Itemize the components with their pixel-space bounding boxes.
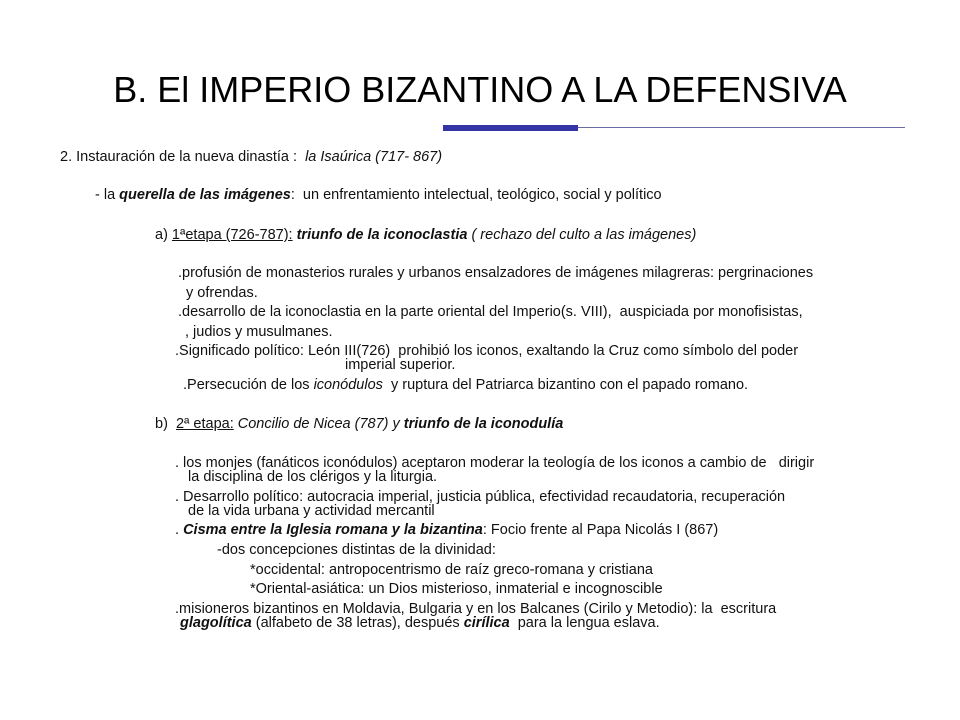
- topic-lead: - la: [95, 187, 120, 203]
- stage-a-marker: a): [155, 227, 172, 243]
- missionaries-rest: para la lengua eslava.: [509, 615, 660, 631]
- political-line-2: imperial superior.: [345, 357, 456, 373]
- dynasty-name: la Isaúrica (717- 867): [305, 149, 443, 165]
- development-line-1: . Desarrollo político: autocracia imperial, justicia pública, efectividad recaudatoria, recuperación: [175, 489, 786, 505]
- stage-b-title: triunfo de la iconodulía: [403, 416, 564, 432]
- stage-a-heading: [155, 227, 696, 244]
- schism-lead: .: [175, 522, 184, 538]
- stage-b-marker: b): [155, 416, 176, 432]
- topic-term: querella de las imágenes: [119, 187, 291, 203]
- persecution-line: [183, 377, 748, 394]
- schism-line: [175, 522, 718, 539]
- stage-b-council: Concilio de Nicea (787) y: [233, 416, 404, 432]
- conception-eastern: *Oriental-asiática: un Dios misterioso, inmaterial e incognoscible: [250, 581, 663, 597]
- stage-a-title: triunfo de la iconoclastia: [292, 227, 468, 243]
- missionaries-line-1: .misioneros bizantinos en Moldavia, Bulgaria y en los Balcanes (Cirilo y Metodio): la escritura: [175, 601, 777, 617]
- cyrillic-term: cirílica: [463, 615, 510, 631]
- slide-title: B. El IMPERIO BIZANTINO A LA DEFENSIVA: [113, 69, 847, 110]
- monks-line-1: . los monjes (fanáticos iconódulos) aceptaron moderar la teología de los iconos a cambio de dirigir: [175, 455, 815, 471]
- title-underline-accent: [443, 125, 578, 131]
- schism-term: Cisma entre la Iglesia romana y la bizantina: [183, 522, 483, 538]
- stage-a-label: 1ªetapa (726-787):: [171, 227, 293, 243]
- conception-western: *occidental: antropocentrismo de raíz greco-romana y cristiana: [250, 562, 653, 578]
- stage-b-label: 2ª etapa:: [175, 416, 234, 432]
- monasteries-line-1: .profusión de monasterios rurales y urbanos ensalzadores de imágenes milagreras: pergrinaciones: [178, 265, 814, 281]
- iconoclasm-line-2: , judios y musulmanes.: [185, 324, 333, 340]
- missionaries-mid: (alfabeto de 38 letras), después: [251, 615, 464, 631]
- conceptions-intro: -dos concepciones distintas de la divinidad:: [217, 542, 496, 558]
- persecution-lead: .Persecución de los: [183, 377, 314, 393]
- topic-rest: : un enfrentamiento intelectual, teológico, social y político: [290, 187, 662, 203]
- title-underline-rule: [578, 127, 905, 128]
- heading-label: 2. Instauración de la nueva dinastía :: [60, 149, 306, 165]
- schism-rest: : Focio frente al Papa Nicolás I (867): [482, 522, 719, 538]
- persecution-rest: y ruptura del Patriarca bizantino con el papado romano.: [382, 377, 749, 393]
- topic-line: [95, 187, 662, 204]
- dynasty-heading: [60, 149, 442, 166]
- political-line-1: .Significado político: León III(726) prohibió los iconos, exaltando la Cruz como símbolo del poder: [175, 343, 799, 359]
- glagolitic-term: glagolítica: [180, 615, 252, 631]
- iconoclasm-line-1: .desarrollo de la iconoclastia en la parte oriental del Imperio(s. VIII), auspiciada por monofisistas,: [178, 304, 803, 320]
- missionaries-line-2: [180, 615, 660, 632]
- monasteries-line-2: y ofrendas.: [186, 285, 258, 301]
- monks-line-2: la disciplina de los clérigos y la liturgia.: [188, 469, 438, 485]
- development-line-2: de la vida urbana y actividad mercantil: [188, 503, 435, 519]
- stage-a-note: ( rechazo del culto a las imágenes): [467, 227, 697, 243]
- persecution-term: iconódulos: [313, 377, 383, 393]
- stage-b-heading: [155, 416, 563, 433]
